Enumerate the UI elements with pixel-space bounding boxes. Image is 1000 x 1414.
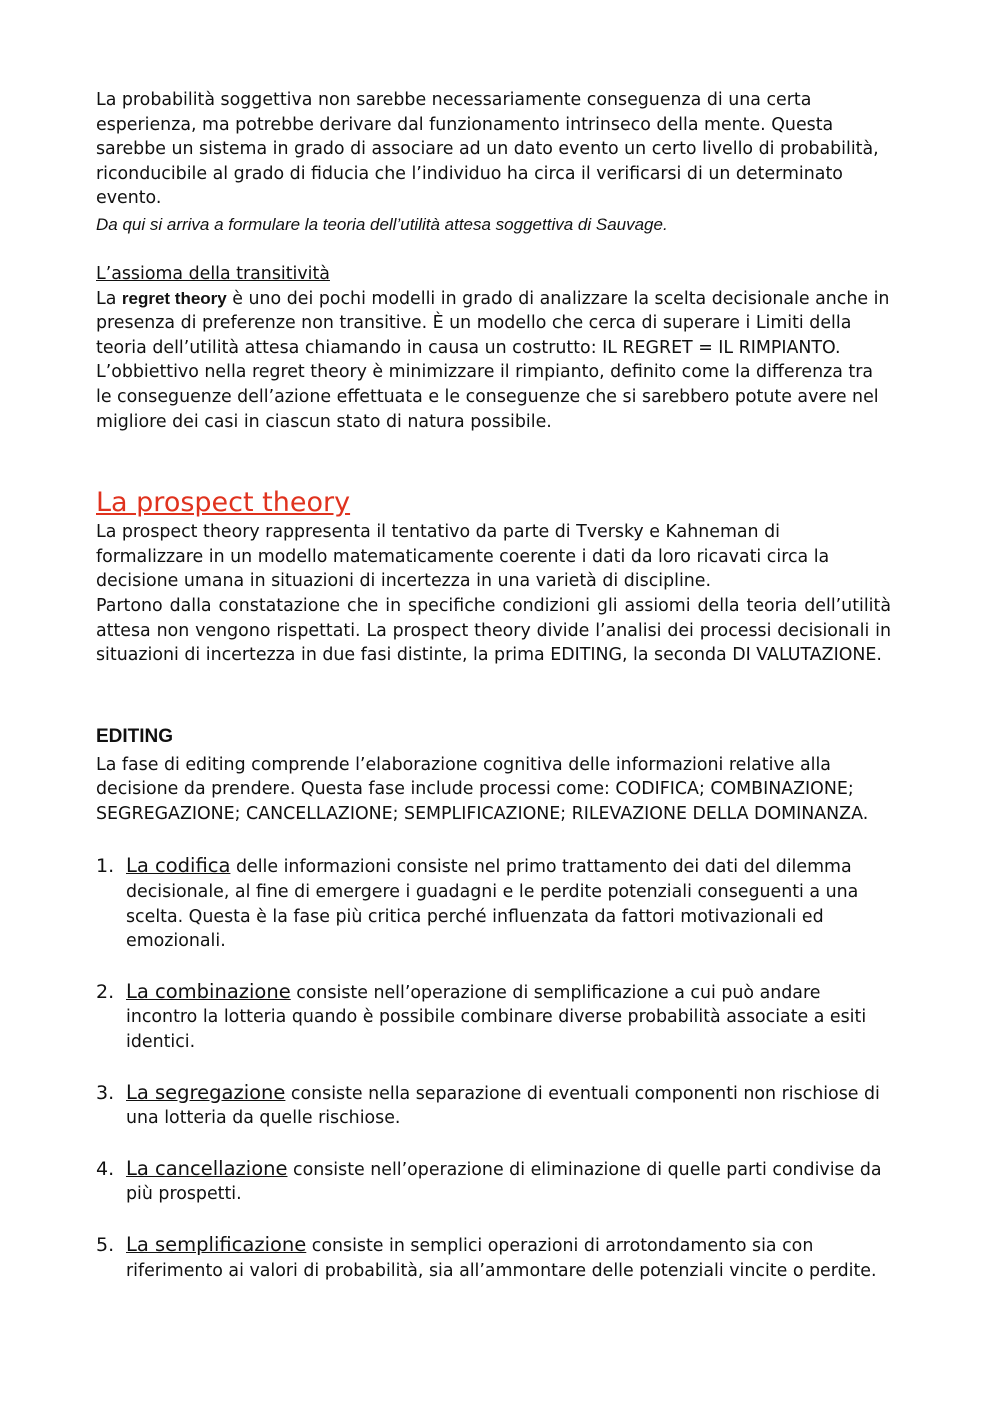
regret-bold-term: regret theory <box>121 288 227 308</box>
list-text: consiste nella separazione di eventuali componenti non rischiose di una lotteria da quelle rischiose. <box>126 1083 880 1129</box>
paragraph-subjective-probability: La probabilità soggettiva non sarebbe necessariamente conseguenza di una certa esperienza, ma potrebbe derivare dal funzionamento intrinseco della mente. Questa sarebbe un sistema in grado di associare ad un dato evento un certo livello di probabilità, riconducibile al grado di fiducia che l’individuo ha circa il verificarsi di un determinato evento. <box>96 90 879 209</box>
list-term: La semplificazione <box>126 1233 307 1256</box>
list-item <box>96 854 891 953</box>
heading-prospect-theory: La prospect theory <box>96 487 351 519</box>
list-item <box>96 1081 891 1131</box>
list-term: La cancellazione <box>126 1156 288 1180</box>
list-text: consiste in semplici operazioni di arrotondamento sia con riferimento ai valori di probabilità, sia all’ammontare delle potenziali vincite o perdite. <box>126 1236 877 1281</box>
section-title-transitivity: L’assioma della transitività <box>96 263 330 284</box>
regret-post: è uno dei pochi modelli in grado di analizzare la scelta decisionale anche in presenza di preferenze non transitive. È un modello che cerca di superare i Limiti della teoria dell’utilità attesa chiamando in causa un costrutto: IL REGRET = IL RIMPIANTO. <box>96 288 890 358</box>
paragraph-regret-goal: L’obbiettivo nella regret theory è minimizzare il rimpianto, definito come la differenza tra le conseguenze dell’azione effettuata e le conseguenze che si sarebbero potute avere nel migliore dei casi in ciascun stato di natura possibile. <box>96 362 879 432</box>
list-number: 1. <box>96 855 115 878</box>
regret-pre: La <box>96 288 122 309</box>
list-number: 4. <box>96 1157 115 1180</box>
paragraph-regret-theory <box>96 287 891 361</box>
paragraph-prospect-phases: Partono dalla constatazione che in specifiche condizioni gli assiomi della teoria dell’utilità attesa non vengono rispettati. La prospect theory divide l’analisi dei processi decisionali in situazioni di incertezza in due fasi distinte, la prima EDITING, la seconda DI VALUTAZIONE. <box>96 595 891 666</box>
list-number: 3. <box>96 1081 115 1104</box>
heading-editing: EDITING <box>96 725 174 747</box>
paragraph-prospect-intro: La prospect theory rappresenta il tentativo da parte di Tversky e Kahneman di formalizzare in un modello matematicamente coerente i dati da loro ricavati circa la decisione umana in situazioni di incertezza in una varietà di discipline. <box>96 522 830 592</box>
list-text: consiste nell’operazione di semplificazione a cui può andare incontro la lotteria quando è possibile combinare diverse probabilità associate a esiti identici. <box>126 982 867 1053</box>
list-term: La segregazione <box>126 1080 286 1104</box>
list-term: La combinazione <box>126 979 291 1003</box>
paragraph-editing: La fase di editing comprende l’elaborazione cognitiva delle informazioni relative alla decisione da prendere. Questa fase include processi come: CODIFICA; COMBINAZIONE; SEGREGAZIONE; CANCELLAZIONE; SEMPLIFICAZIONE; RILEVAZIONE DELLA DOMINANZA. <box>96 754 869 824</box>
list-number: 2. <box>96 980 115 1003</box>
editing-process-list <box>96 854 891 1283</box>
list-item <box>96 1157 891 1207</box>
document-page <box>96 88 891 1309</box>
list-text: delle informazioni consiste nel primo trattamento dei dati del dilemma decisionale, al fine di emergere i guadagni e le perdite potenziali conseguenti a una scelta. Questa è la fase più critica perché influenzata da fattori motivazionali ed emozionali. <box>126 857 859 952</box>
paragraph-sauvage: Da qui si arriva a formulare la teoria dell’utilità attesa soggettiva di Sauvage. <box>96 214 668 234</box>
list-number: 5. <box>96 1234 115 1256</box>
list-term: La codifica <box>126 854 231 878</box>
list-text: consiste nell’operazione di eliminazione di quelle parti condivise da più prospetti. <box>126 1159 882 1205</box>
list-item <box>96 980 891 1055</box>
list-item <box>96 1233 891 1283</box>
